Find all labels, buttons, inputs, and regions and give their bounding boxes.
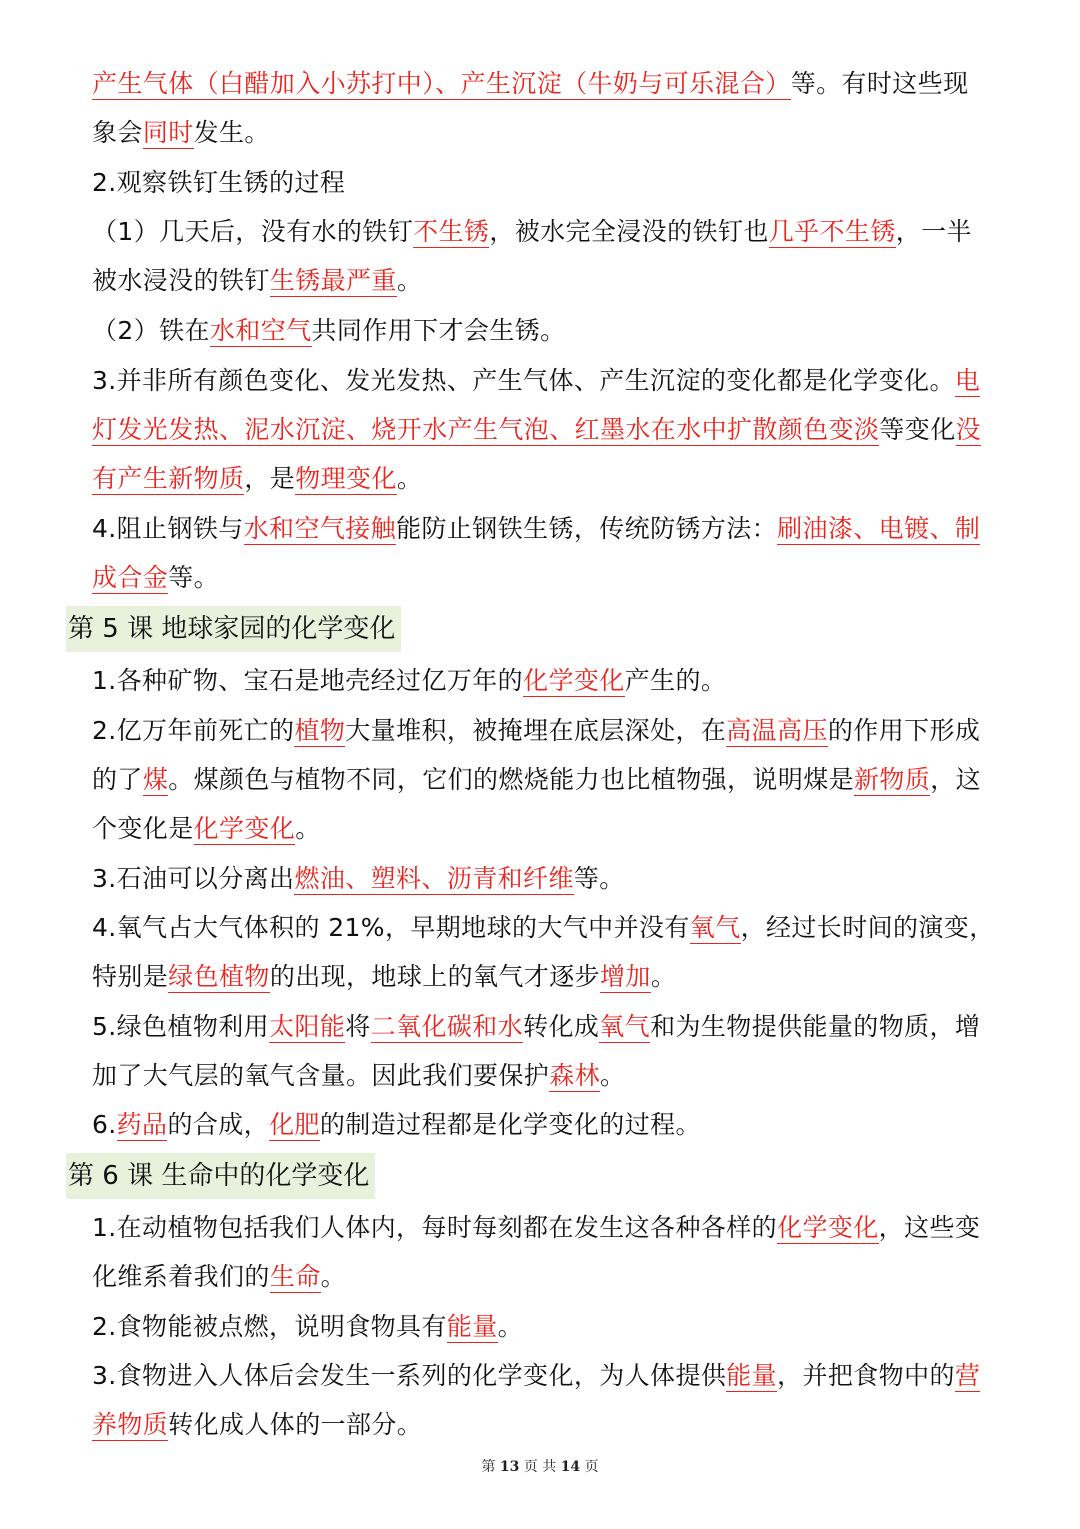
key-term: 氧气 [689,913,741,942]
text-segment: 。 [600,1061,626,1090]
key-term: 养物质 [92,1410,169,1439]
text-segment: 2.亿万年前死亡的 [92,716,295,745]
text-line [92,256,422,305]
key-term: 水和空气接触 [243,514,397,543]
key-term: 能量 [446,1312,498,1341]
key-term: 煤 [142,765,169,794]
text-line [92,656,726,705]
key-term: 有产生新物质 [92,464,245,493]
text-segment: 6. [92,1110,117,1139]
key-term: 太阳能 [269,1012,346,1041]
text-segment: 的合成， [167,1110,270,1139]
footer-prefix: 第 [481,1459,496,1475]
key-term: 生命 [269,1262,321,1291]
text-segment: 产生的。 [624,666,727,695]
text-segment: 1.各种矿物、宝石是地壳经过亿万年的 [92,666,524,695]
text-line [92,1400,422,1449]
text-segment: 3.食物进入人体后会发生一系列的化学变化，为人体提供 [92,1361,727,1390]
text-segment: 和为生物提供能量的物质，增 [650,1012,981,1041]
text-segment: 的了 [92,765,143,794]
text-line [92,706,980,755]
lesson-5-heading: 第 5 课 地球家园的化学变化 [66,606,401,652]
key-term: 水和空气 [209,316,312,345]
text-segment: 2.观察铁钉生锈的过程 [92,168,346,197]
text-line [92,1203,980,1252]
text-segment: 个变化是 [92,814,194,843]
key-term: 没 [955,415,982,444]
text-segment: 。 [497,1312,524,1341]
text-segment: 3.并非所有颜色变化、发光发热、产生气体、产生沉淀的变化都是化学变化。 [92,366,955,395]
text-segment: 。煤颜色与植物不同，它们的燃烧能力也比植物强，说明煤是 [168,765,855,794]
key-term: 药品 [116,1110,168,1139]
key-term: 营 [954,1361,981,1390]
text-segment: （1）几天后，没有水的铁钉 [92,217,414,246]
text-line [92,1351,980,1400]
text-line [92,854,625,903]
text-segment: ，被水完全浸没的铁钉也 [489,217,769,246]
text-line [92,306,566,355]
text-segment: ，一半 [895,217,972,246]
text-segment: 等变化 [879,415,956,444]
key-term: 化肥 [269,1110,320,1139]
key-term: 森林 [549,1061,601,1090]
text-segment: 加了大气层的氧气含量。因此我们要保护 [92,1061,550,1090]
text-segment: 4.阻止钢铁与 [92,514,244,543]
key-term: 增加 [600,962,651,991]
text-segment: ，这 [930,765,982,794]
text-segment: 。 [650,962,677,991]
text-segment: （2）铁在 [92,316,210,345]
key-term: 化学变化 [523,666,625,695]
key-term: 植物 [294,716,346,745]
key-term: 能量 [726,1361,778,1390]
text-line [92,952,676,1001]
text-line [92,454,422,503]
text-line [92,1100,701,1149]
key-term: 成合金 [92,563,169,592]
text-segment: 转化成 [523,1012,600,1041]
text-segment: ，并把食物中的 [777,1361,955,1390]
text-line [92,903,995,952]
text-segment: ，这些变 [878,1213,981,1242]
lesson-6-heading: 第 6 课 生命中的化学变化 [66,1153,375,1199]
text-segment: 4.氧气占大气体积的 21%，早期地球的大气中并没有 [92,913,690,942]
text-segment: 转化成人体的一部分。 [168,1410,423,1439]
text-line [92,108,270,157]
text-line [92,804,321,853]
page-footer [0,1456,1080,1476]
text-segment: 将 [345,1012,371,1041]
text-segment: 特别是 [92,962,169,991]
key-term: 新物质 [854,765,931,794]
text-segment: 等。 [573,864,625,893]
text-line [92,207,972,256]
key-term: 不生锈 [413,217,490,246]
key-term: 化学变化 [777,1213,879,1242]
key-term: 产生气体（白醋加入小苏打中）、产生沉淀（牛奶与可乐混合） [92,69,791,98]
text-line [92,59,969,108]
footer-total-pages: 14 [560,1459,581,1475]
key-term: 物理变化 [295,464,397,493]
text-segment: 大量堆积，被掩埋在底层深处，在 [345,716,727,745]
text-line [92,1051,625,1100]
text-line [92,1002,980,1051]
text-line [92,1302,523,1351]
text-segment: 等。 [168,563,220,592]
text-segment: 。 [320,1262,347,1291]
text-segment: 3.石油可以分离出 [92,864,295,893]
text-segment: 5.绿色植物利用 [92,1012,270,1041]
text-segment: 象会 [92,118,143,147]
text-segment: 能防止钢铁生锈，传统防锈方法： [396,514,778,543]
key-term: 生锈最严重 [269,266,397,295]
key-term: 刷油漆、电镀、制 [777,514,981,543]
text-segment: 2.食物能被点燃，说明食物具有 [92,1312,447,1341]
text-segment: ，经过长时间的演变， [740,913,995,942]
text-segment: 共同作用下才会生锈。 [311,316,566,345]
text-segment: 的作用下形成 [827,716,981,745]
text-segment: 化维系着我们的 [92,1262,270,1291]
text-line [92,504,980,553]
key-term: 燃油、塑料、沥青和纤维 [294,864,574,893]
text-segment: 等。有时这些现 [790,69,969,98]
text-segment: 。 [396,464,423,493]
key-term: 电 [954,366,981,395]
text-segment: 被水浸没的铁钉 [92,266,270,295]
key-term: 二氧化碳和水 [370,1012,524,1041]
text-line [92,158,345,207]
key-term: 化学变化 [193,814,296,843]
text-line [92,356,980,405]
text-segment: 。 [295,814,321,843]
text-segment: 发生。 [193,118,270,147]
text-line [92,405,981,454]
key-term: 几乎不生锈 [768,217,896,246]
text-line [92,755,981,804]
key-term: 同时 [142,118,194,147]
key-term: 高温高压 [726,716,828,745]
footer-suffix: 页 [584,1459,599,1475]
key-term: 灯发光发热、泥水沉淀、烧开水产生气泡、红墨水在水中扩散颜色变淡 [92,415,880,444]
text-segment: 的出现，地球上的氧气才逐步 [269,962,601,991]
key-term: 绿色植物 [168,962,270,991]
footer-middle: 页 共 [523,1459,557,1475]
text-segment: ，是 [244,464,296,493]
text-segment: 。 [396,266,423,295]
text-segment: 1.在动植物包括我们人体内，每时每刻都在发生这各种各样的 [92,1213,778,1242]
text-line [92,1252,346,1301]
text-segment: 的制造过程都是化学变化的过程。 [319,1110,701,1139]
key-term: 氧气 [599,1012,651,1041]
footer-page-number: 13 [499,1459,520,1475]
text-line [92,553,219,602]
